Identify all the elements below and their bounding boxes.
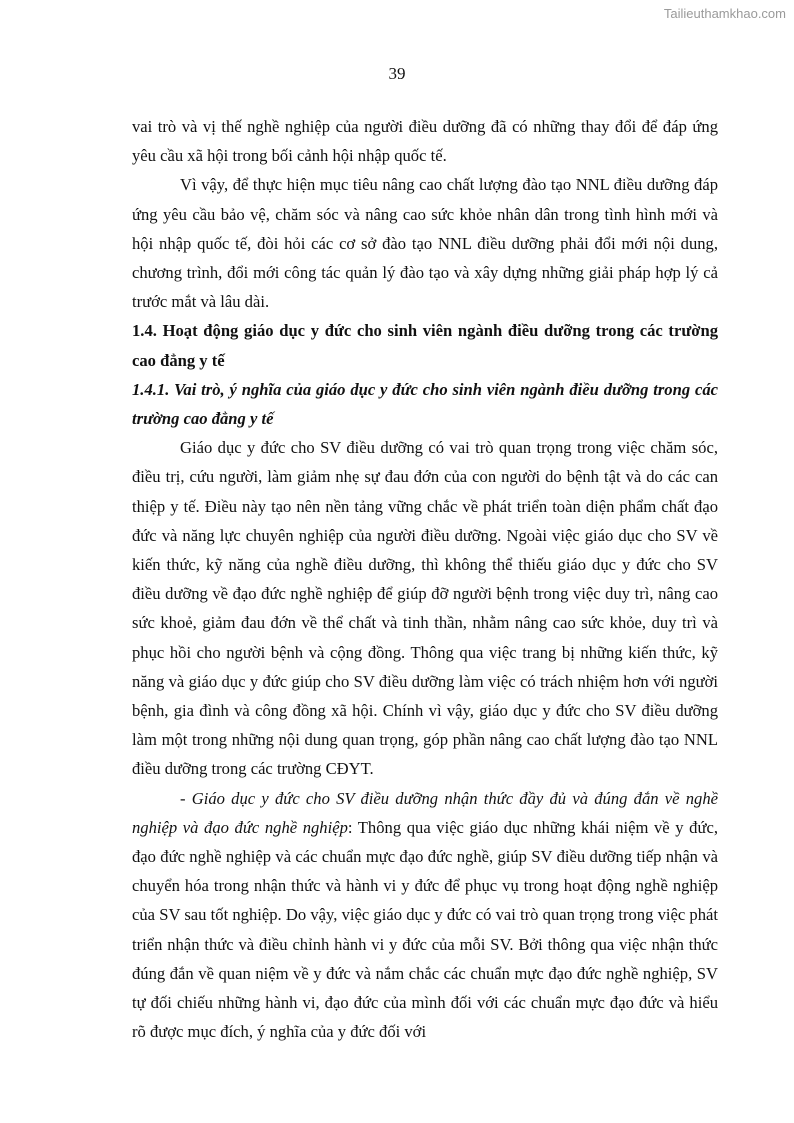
paragraph-3: Giáo dục y đức cho SV điều dưỡng có vai trò quan trọng trong việc chăm sóc, điều trị, cứu người, làm giảm nhẹ sự đau đớn của con người do bệnh tật và do các can thiệp y tế. Điều này tạo nên nền tảng vững chắc về phát triển toàn diện phẩm chất đạo đức và năng lực chuyên nghiệp của người điều dưỡng. Ngoài việc giáo dục cho SV về kiến thức, kỹ năng của nghề điều dưỡng, thì không thể thiếu giáo dục y đức cho SV điều dưỡng về đạo đức nghề nghiệp để giúp đỡ người bệnh trong việc duy trì, nâng cao sức khoẻ, giảm đau đớn về thể chất và tinh thần, nhằm nâng cao sức khỏe, duy trì và phục hồi cho người bệnh và cộng đồng. Thông qua việc trang bị những kiến thức, kỹ năng và giáo dục y đức giúp cho SV điều dưỡng làm việc có trách nhiệm hơn với người bệnh, gia đình và công đồng xã hội. Chính vì vậy, giáo dục y đức cho SV điều dưỡng làm một trong những nội dung quan trọng, góp phần nâng cao chất lượng đào tạo NNL điều dưỡng trong các trường CĐYT. <box>132 438 718 779</box>
watermark: Tailieuthamkhao.com <box>663 6 786 21</box>
section-heading-1-4: 1.4. Hoạt động giáo dục y đức cho sinh viên ngành điều dưỡng trong các trường cao đẳng y tế <box>132 321 718 370</box>
page-number: 39 <box>388 64 406 83</box>
paragraph-4 <box>132 784 718 1047</box>
document-body <box>132 112 718 1047</box>
paragraph-4-body: : Thông qua việc giáo dục những khái niệm về y đức, đạo đức nghề nghiệp và các chuẩn mực đạo đức nghề, giúp SV điều dưỡng tiếp nhận và chuyển hóa trong nhận thức và hành vi y đức để phục vụ trong hoạt động nghề nghiệp của SV sau tốt nghiệp. Do vậy, việc giáo dục y đức có vai trò quan trọng trong việc phát triển nhận thức và điều chỉnh hành vi y đức của mỗi SV. Bởi thông qua việc nhận thức đúng đắn về quan niệm về y đức và nắm chắc các chuẩn mực đạo đức nghề nghiệp, SV tự đối chiếu những hành vi, đạo đức của mình đối với các chuẩn mực đạo đức và hiểu rõ được mục đích, ý nghĩa của y đức đối với <box>132 817 718 1042</box>
subsection-heading-1-4-1: 1.4.1. Vai trò, ý nghĩa của giáo dục y đức cho sinh viên ngành điều dưỡng trong các trường cao đẳng y tế <box>132 379 718 429</box>
paragraph-1: vai trò và vị thế nghề nghiệp của người điều dưỡng đã có những thay đổi để đáp ứng yêu cầu xã hội trong bối cảnh hội nhập quốc tế. <box>132 117 718 166</box>
paragraph-4-italic-lead: - Giáo dục y đức cho SV điều dưỡng nhận thức đầy đủ và đúng đắn về nghề nghiệp và đạo đức nghề nghiệp <box>132 788 718 837</box>
paragraph-2: Vì vậy, để thực hiện mục tiêu nâng cao chất lượng đào tạo NNL điều dưỡng đáp ứng yêu cầu bảo vệ, chăm sóc và nâng cao sức khỏe nhân dân trong tình hình mới và hội nhập quốc tế, đòi hỏi các cơ sở đào tạo NNL điều dưỡng phải đổi mới nội dung, chương trình, đổi mới công tác quản lý đào tạo và xây dựng những giải pháp hợp lý cả trước mắt và lâu dài. <box>132 175 718 312</box>
